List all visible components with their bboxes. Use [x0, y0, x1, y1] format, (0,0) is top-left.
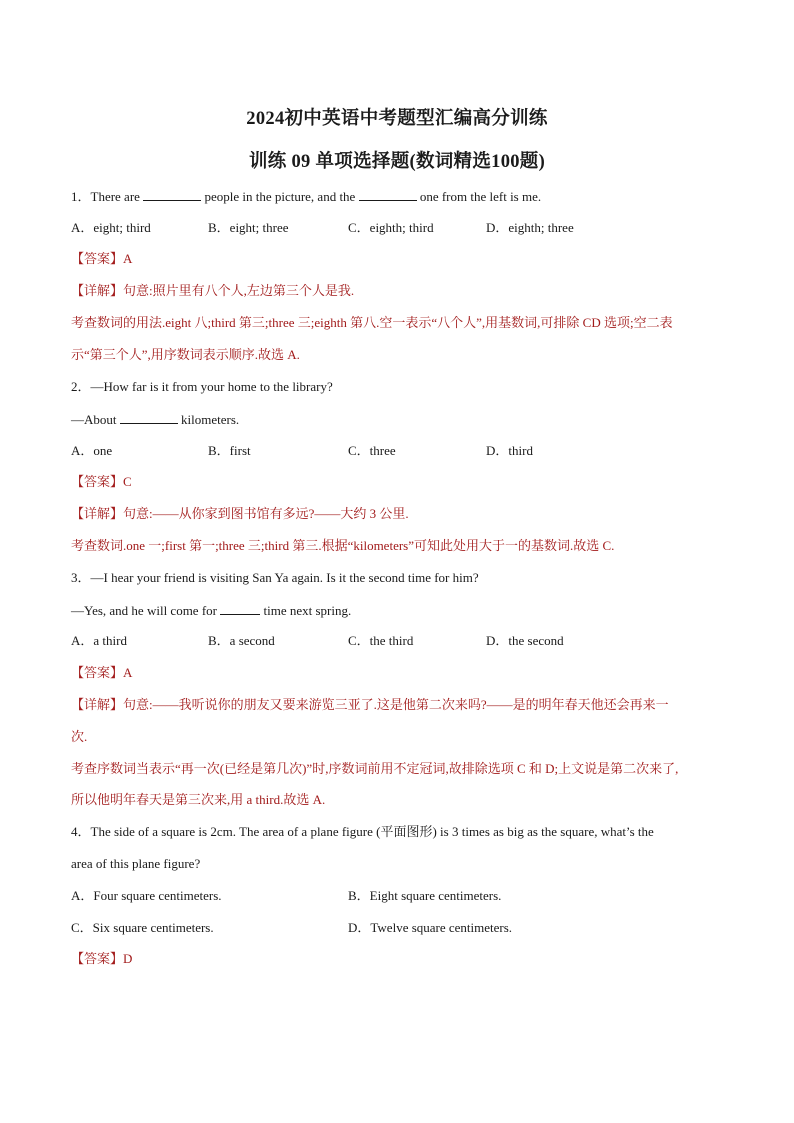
- detail-label: 【详解】: [71, 697, 124, 712]
- q4-option-d: D．Twelve square centimeters.: [348, 920, 513, 935]
- q4-option-b: B．Eight square centimeters.: [348, 888, 502, 903]
- q3-answer: [71, 665, 132, 681]
- detail-label: 【详解】: [71, 283, 124, 298]
- q1-text-part-1: 1．There are: [71, 189, 144, 204]
- question-3-stem: 3．—I hear your friend is visiting San Ya again. Is it the second time for him?: [71, 570, 479, 585]
- answer-value: A: [123, 665, 133, 680]
- q1-explanation-line-1: 考查数词的用法.eight 八;third 第三;three 三;eighth 第八.空一表示“八个人”,用基数词,可排除 CD 选项;空二表: [71, 315, 673, 330]
- q2-option-c: C．three: [348, 443, 396, 458]
- detail-text: 句意:照片里有八个人,左边第三个人是我.: [123, 283, 355, 298]
- q3-option-c: C．the third: [348, 633, 414, 648]
- q4-option-a: A．Four square centimeters.: [71, 888, 222, 903]
- answer-label: 【答案】: [71, 665, 124, 680]
- answer-value: C: [123, 474, 132, 489]
- page-subtitle: 训练 09 单项选择题(数词精选100题): [248, 152, 546, 172]
- q1-option-d: D．eighth; three: [486, 220, 574, 235]
- q3-option-d: D．the second: [486, 633, 564, 648]
- q3-explanation-line-1: 考查序数词当表示“再一次(已经是第几次)”时,序数词前用不定冠词,故排除选项 C 和 D;上文说是第二次来了,: [71, 761, 679, 776]
- q2-text-part-1: —About: [71, 412, 120, 427]
- question-3-line-2: [71, 602, 351, 619]
- question-4-line-2: area of this plane figure?: [71, 856, 201, 871]
- q3-blank: [220, 602, 260, 615]
- q2-blank: [120, 411, 178, 424]
- answer-label: 【答案】: [71, 251, 124, 266]
- page-title: 2024初中英语中考题型汇编高分训练: [246, 109, 548, 129]
- q3-detail-line-2: 次.: [71, 729, 88, 744]
- q3-option-a: A．a third: [71, 633, 127, 648]
- question-2-line-2: [71, 411, 239, 428]
- q1-text-part-2: people in the picture, and the: [201, 189, 359, 204]
- q1-option-c: C．eighth; third: [348, 220, 434, 235]
- q4-answer: [71, 951, 132, 967]
- answer-value: D: [123, 951, 133, 966]
- q1-blank-2: [359, 188, 417, 201]
- q3-explanation-line-2: 所以他明年春天是第三次来,用 a third.故选 A.: [71, 792, 326, 807]
- q1-option-a: A．eight; third: [71, 220, 151, 235]
- q1-text-part-3: one from the left is me.: [416, 189, 542, 204]
- q2-option-d: D．third: [486, 443, 533, 458]
- q1-detail: [71, 283, 354, 299]
- detail-text: 句意:——我听说你的朋友又要来游览三亚了.这是他第二次来吗?——是的明年春天他还会再来一: [123, 697, 669, 712]
- question-1-stem: [71, 188, 541, 205]
- q4-option-c: C．Six square centimeters.: [71, 920, 214, 935]
- q2-text-part-2: kilometers.: [177, 412, 240, 427]
- q2-option-b: B．first: [208, 443, 251, 458]
- question-2-stem: 2．—How far is it from your home to the library?: [71, 379, 333, 394]
- q3-detail: [71, 697, 669, 713]
- q3-text-part-1: —Yes, and he will come for: [71, 603, 221, 618]
- answer-value: A: [123, 251, 133, 266]
- question-4-stem: 4．The side of a square is 2cm. The area of a plane figure (平面图形) is 3 times as big as the square, what’s the: [71, 824, 654, 839]
- q3-option-b: B．a second: [208, 633, 275, 648]
- q2-detail: [71, 506, 409, 522]
- q1-blank-1: [143, 188, 201, 201]
- q1-answer: [71, 251, 132, 267]
- q3-text-part-2: time next spring.: [260, 603, 352, 618]
- answer-label: 【答案】: [71, 951, 124, 966]
- answer-label: 【答案】: [71, 474, 124, 489]
- detail-text: 句意:——从你家到图书馆有多远?——大约 3 公里.: [123, 506, 409, 521]
- q1-explanation-line-2: 示“第三个人”,用序数词表示顺序.故选 A.: [71, 347, 300, 362]
- q1-option-b: B．eight; three: [208, 220, 289, 235]
- q2-explanation-line-1: 考查数词.one 一;first 第一;three 三;third 第三.根据“kilometers”可知此处用大于一的基数词.故选 C.: [71, 538, 615, 553]
- q2-option-a: A．one: [71, 443, 113, 458]
- q2-answer: [71, 474, 132, 490]
- detail-label: 【详解】: [71, 506, 124, 521]
